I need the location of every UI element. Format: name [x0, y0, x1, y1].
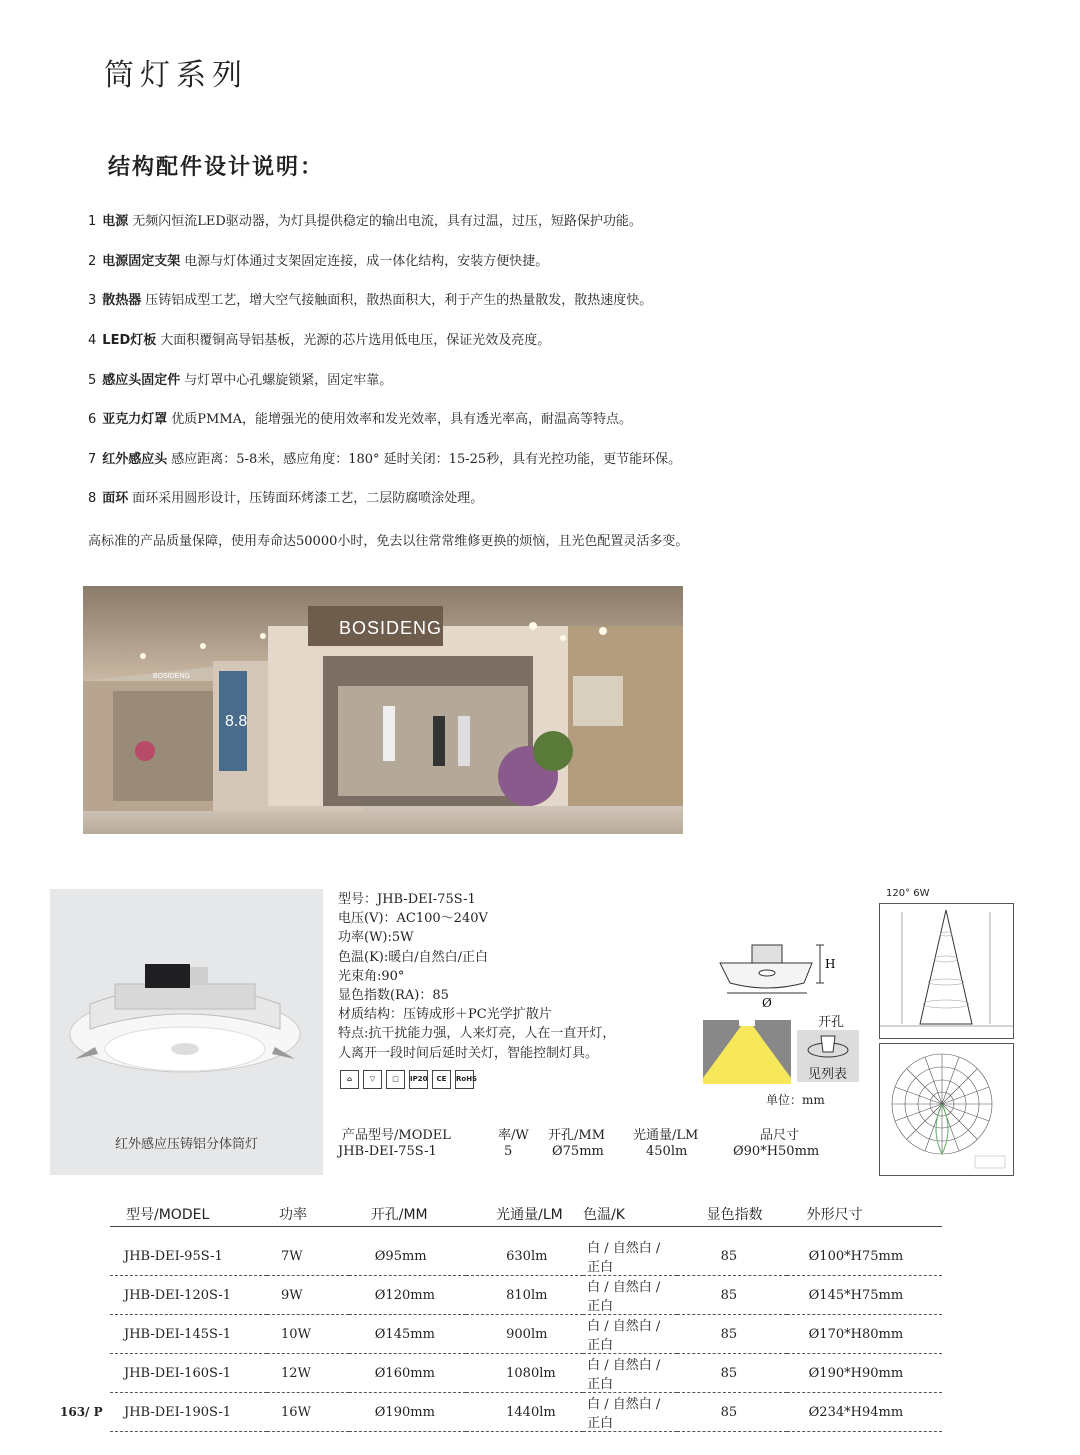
feature-name: 电源 — [102, 214, 129, 229]
table-cell: Ø234*H94mm — [787, 1393, 942, 1432]
feature-name: 面环 — [102, 491, 129, 506]
cert-icon: ⌂ — [340, 1070, 359, 1089]
summary-cell: 5 — [504, 1144, 513, 1159]
feature-desc: 优质PMMA，能增强光的使用效率和发光效率，具有透光率高，耐温高等特点。 — [171, 412, 633, 427]
spec-line: 特点:抗干扰能力强，人来灯亮，人在一直开灯， — [338, 1026, 616, 1042]
feature-name: 感应头固定件 — [102, 373, 181, 388]
certification-icons — [340, 1070, 478, 1089]
table-cell: 白 / 自然白 / 正白 — [583, 1237, 677, 1276]
store-photo — [83, 586, 683, 834]
cert-icon: CE — [432, 1070, 451, 1089]
feature-item — [88, 490, 483, 508]
feature-number: 4 — [88, 333, 97, 348]
table-cell: 16W — [267, 1393, 349, 1432]
store-sign: BOSIDENG — [339, 618, 443, 638]
table-cell: 85 — [677, 1276, 787, 1315]
table-header: 功率 — [267, 1202, 349, 1227]
table-cell: 7W — [267, 1237, 349, 1276]
table-cell: Ø145*H75mm — [787, 1276, 942, 1315]
summary-header: 品尺寸 — [760, 1128, 800, 1143]
cert-icon: IP20 — [409, 1070, 428, 1089]
table-cell: Ø190mm — [349, 1393, 466, 1432]
dimension-drawing — [712, 935, 842, 1010]
table-cell: Ø120mm — [349, 1276, 466, 1315]
summary-header: 率/W — [498, 1128, 529, 1143]
feature-name: 亚克力灯罩 — [102, 412, 168, 427]
summary-header: 产品型号/MODEL — [342, 1128, 451, 1143]
feature-number: 5 — [88, 373, 97, 388]
table-cell: JHB-DEI-145S-1 — [110, 1315, 267, 1354]
spec-line: 材质结构：压铸成形＋PC光学扩散片 — [338, 1007, 552, 1023]
height-label: H — [825, 957, 836, 971]
table-header: 色温/K — [583, 1202, 677, 1227]
table-header: 型号/MODEL — [110, 1202, 267, 1227]
screen-text: 8.8 — [225, 713, 248, 730]
feature-desc: 感应距离：5-8米，感应角度：180° 延时关闭：15-25秒，具有光控功能，更节能环保。 — [171, 452, 682, 467]
table-cell: 9W — [267, 1276, 349, 1315]
spec-line: 功率(W):5W — [338, 930, 414, 946]
table-cell: Ø95mm — [349, 1237, 466, 1276]
spec-line: 电压(V)：AC100～240V — [338, 911, 488, 927]
feature-name: 电源固定支架 — [102, 254, 181, 269]
feature-desc: 大面积覆铜高导铝基板，光源的芯片选用低电压，保证光效及亮度。 — [160, 333, 551, 348]
spec-line: 人离开一段时间后延时关灯，智能控制灯具。 — [338, 1045, 599, 1061]
feature-item — [88, 451, 681, 469]
table-cell: JHB-DEI-190S-1 — [110, 1393, 267, 1432]
photometric-title: 120° 6W — [886, 888, 930, 899]
feature-number: 6 — [88, 412, 97, 427]
table-cell: 10W — [267, 1315, 349, 1354]
summary-cell: Ø75mm — [552, 1144, 604, 1159]
table-cell: 白 / 自然白 / 正白 — [583, 1276, 677, 1315]
feature-name: LED灯板 — [102, 333, 157, 348]
table-cell: 1080lm — [466, 1354, 583, 1393]
table-cell: Ø170*H80mm — [787, 1315, 942, 1354]
cert-icon: ▽ — [363, 1070, 382, 1089]
spec-line: 色温(K):暖白/自然白/正白 — [338, 949, 488, 965]
table-cell: Ø160mm — [349, 1354, 466, 1393]
feature-item — [88, 253, 548, 271]
summary-cell: 450lm — [646, 1144, 688, 1159]
table-cell: Ø100*H75mm — [787, 1237, 942, 1276]
feature-name: 红外感应头 — [102, 452, 168, 467]
page-number: 163/ P — [60, 1405, 103, 1419]
table-cell: 白 / 自然白 / 正白 — [583, 1354, 677, 1393]
table-row — [110, 1315, 942, 1354]
table-cell: 900lm — [466, 1315, 583, 1354]
summary-header: 光通量/LM — [633, 1128, 699, 1143]
spec-line: 显色指数(RA)：85 — [338, 988, 449, 1003]
feature-item — [88, 292, 652, 310]
table-row — [110, 1393, 942, 1432]
feature-name: 散热器 — [102, 293, 142, 308]
table-header: 光通量/LM — [466, 1202, 583, 1227]
see-table-label: 见列表 — [808, 1067, 848, 1082]
feature-number: 7 — [88, 452, 97, 467]
polar-distribution-chart — [879, 1043, 1014, 1176]
feature-desc: 电源与灯体通过支架固定连接，成一体化结构，安装方便快捷。 — [184, 254, 549, 269]
product-caption: 红外感应压铸铝分体筒灯 — [114, 1137, 258, 1152]
table-row — [110, 1354, 942, 1393]
table-header: 显色指数 — [677, 1202, 787, 1227]
table-cell: 85 — [677, 1393, 787, 1432]
cert-icon: □ — [386, 1070, 405, 1089]
spec-line: 型号：JHB-DEI-75S-1 — [338, 892, 476, 907]
feature-desc: 压铸铝成型工艺，增大空气接触面积，散热面积大，利于产生的热量散发，散热速度快。 — [145, 293, 653, 308]
model-table — [110, 1202, 942, 1432]
table-cell: Ø190*H90mm — [787, 1354, 942, 1393]
table-cell: 85 — [677, 1237, 787, 1276]
table-cell: 白 / 自然白 / 正白 — [583, 1393, 677, 1432]
store-sign-small: BOSIDENG — [153, 673, 190, 680]
feature-number: 2 — [88, 254, 97, 269]
table-header: 外形尺寸 — [787, 1202, 942, 1227]
table-cell: 630lm — [466, 1237, 583, 1276]
unit-label: 单位：mm — [766, 1093, 825, 1107]
feature-item — [88, 332, 550, 350]
feature-item — [88, 372, 392, 390]
diameter-label: Ø — [762, 996, 772, 1010]
table-cell: Ø145mm — [349, 1315, 466, 1354]
table-cell: 810lm — [466, 1276, 583, 1315]
feature-number: 3 — [88, 293, 97, 308]
table-header: 开孔/MM — [349, 1202, 466, 1227]
beam-illustration — [703, 1020, 791, 1084]
page-title: 筒灯系列 — [104, 58, 248, 93]
summary-text: 高标准的产品质量保障，使用寿命达50000小时，免去以往常常维修更换的烦恼，且光色配置灵活多变。 — [88, 534, 689, 549]
table-cell: JHB-DEI-160S-1 — [110, 1354, 267, 1393]
section-subtitle: 结构配件设计说明： — [108, 155, 325, 180]
table-cell: 85 — [677, 1315, 787, 1354]
table-cell: JHB-DEI-95S-1 — [110, 1237, 267, 1276]
feature-number: 1 — [88, 214, 97, 229]
table-cell: 12W — [267, 1354, 349, 1393]
table-cell: 白 / 自然白 / 正白 — [583, 1315, 677, 1354]
beam-cone-chart — [879, 903, 1014, 1039]
feature-desc: 与灯罩中心孔螺旋锁紧，固定牢靠。 — [184, 373, 393, 388]
summary-cell: JHB-DEI-75S-1 — [338, 1144, 437, 1159]
feature-item — [88, 411, 632, 429]
feature-number: 8 — [88, 491, 97, 506]
cert-icon: RoHS — [455, 1070, 474, 1089]
summary-cell: Ø90*H50mm — [733, 1144, 820, 1159]
cutout-label: 开孔 — [818, 1015, 845, 1030]
table-row — [110, 1237, 942, 1276]
table-row — [110, 1276, 942, 1315]
feature-desc: 无频闪恒流LED驱动器，为灯具提供稳定的输出电流，具有过温，过压，短路保护功能。 — [132, 214, 642, 229]
feature-item — [88, 213, 642, 231]
table-cell: 85 — [677, 1354, 787, 1393]
table-cell: JHB-DEI-120S-1 — [110, 1276, 267, 1315]
spec-line: 光束角:90° — [338, 968, 405, 984]
feature-desc: 面环采用圆形设计，压铸面环烤漆工艺，二层防腐喷涂处理。 — [132, 491, 484, 506]
summary-header: 开孔/MM — [548, 1128, 606, 1143]
table-cell: 1440lm — [466, 1393, 583, 1432]
